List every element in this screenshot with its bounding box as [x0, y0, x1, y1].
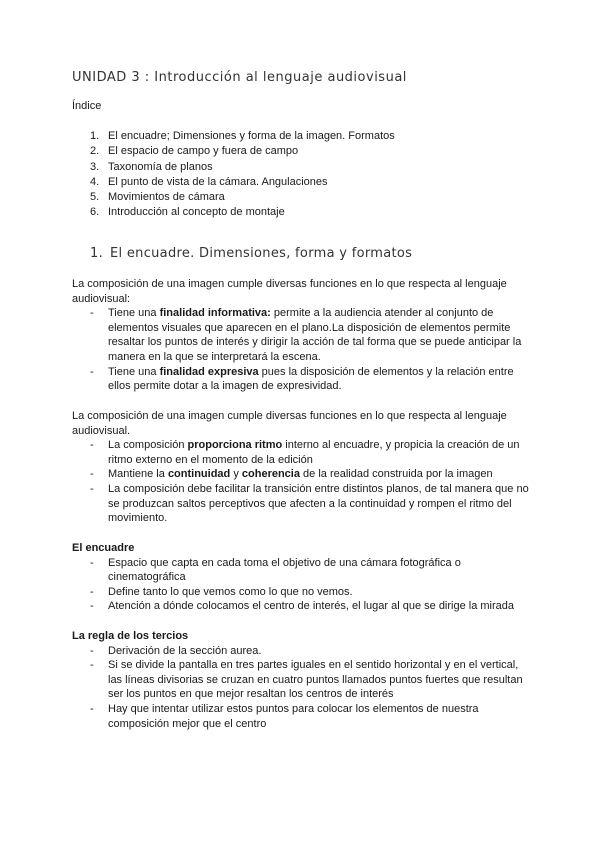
list-item	[72, 585, 532, 600]
dash-bullet: -	[90, 702, 94, 715]
dash-bullet: -	[90, 600, 94, 613]
tercios-block	[72, 629, 532, 731]
item-text: pues la disposición de elementos y la relación entre ellos permite dotar a la imagen de expresividad.	[108, 365, 514, 393]
list-item	[72, 556, 532, 585]
dash-bullet: -	[90, 585, 94, 598]
dash-bullet: -	[90, 556, 94, 569]
subheading-tercios: La regla de los tercios	[72, 630, 189, 642]
table-of-contents	[90, 129, 395, 221]
item-bold: proporciona ritmo	[187, 439, 283, 452]
toc-number: 2.	[90, 145, 100, 158]
bullet-list	[72, 556, 532, 614]
dash-bullet: -	[90, 307, 94, 320]
toc-item	[90, 175, 395, 190]
list-item	[72, 438, 532, 467]
bullet-list	[72, 438, 532, 526]
composition-block-1	[72, 277, 532, 394]
section-heading	[90, 246, 412, 261]
item-text: y	[230, 468, 242, 481]
encuadre-block	[72, 541, 532, 614]
item-bold: coherencia	[241, 468, 300, 481]
list-item	[72, 482, 532, 526]
paragraph: La composición de una imagen cumple diversas funciones en lo que respecta al lenguaje audiovisual.	[72, 410, 507, 437]
toc-text: Movimientos de cámara	[108, 191, 225, 204]
index-label: Índice	[72, 100, 102, 112]
toc-item	[90, 205, 395, 220]
list-item	[72, 365, 532, 394]
item-text: Tiene una	[108, 307, 160, 320]
item-text: Define tanto lo que vemos como lo que no vemos.	[108, 585, 353, 598]
item-text: Hay que intentar utilizar estos puntos para colocar los elementos de nuestra composición mejor que el centro	[108, 702, 479, 730]
item-text: Espacio que capta en cada toma el objetivo de una cámara fotográfica o cinematográfica	[108, 556, 461, 584]
item-text: Si se divide la pantalla en tres partes iguales en el sentido horizontal y en el vertical, las líneas divisorias se cruzan en cuatro puntos llamados puntos fuertes que resultan ser los puntos en que mejor resaltan los centros de interés	[108, 659, 523, 701]
bullet-list	[72, 644, 532, 732]
toc-item	[90, 160, 395, 175]
toc-text: El punto de vista de la cámara. Angulaciones	[108, 175, 328, 188]
dash-bullet: -	[90, 659, 94, 672]
item-bold: continuidad	[167, 468, 231, 481]
item-text: de la realidad construida por la imagen	[299, 468, 493, 481]
item-text: Atención a dónde colocamos el centro de interés, el lugar al que se dirige la mirada	[108, 600, 515, 613]
dash-bullet: -	[90, 365, 94, 378]
toc-text: Taxonomía de planos	[108, 160, 213, 173]
item-text: permite a la audiencia atender al conjunto de elementos visuales que aparecen en el plano.La disposición de elementos permite resaltar los puntos de interés y dirigir la acción de tal forma que se puede anticipar la manera en la que se interpretará la escena.	[108, 307, 522, 363]
bullet-list	[72, 306, 532, 394]
toc-item	[90, 129, 395, 144]
item-text: La composición debe facilitar la transición entre distintos planos, de tal manera que no se produzcan saltos perceptivos que afecten a la continuidad y rompen el ritmo del movimiento.	[108, 482, 529, 525]
list-item	[72, 658, 532, 702]
subheading-encuadre: El encuadre	[72, 542, 135, 554]
toc-text: El encuadre; Dimensiones y forma de la imagen. Formatos	[108, 130, 395, 142]
item-bold: finalidad expresiva	[159, 365, 259, 378]
toc-item	[90, 190, 395, 205]
dash-bullet: -	[90, 439, 94, 452]
toc-number: 5.	[90, 191, 100, 204]
item-text: Mantiene la	[108, 468, 168, 481]
item-bold: finalidad informativa:	[159, 307, 271, 320]
dash-bullet: -	[90, 644, 94, 657]
unit-title: UNIDAD 3 : Introducción al lenguaje audiovisual	[72, 70, 407, 85]
toc-item	[90, 144, 395, 159]
section-number: 1.	[90, 246, 104, 261]
item-text: Tiene una	[108, 365, 160, 378]
toc-text: Introducción al concepto de montaje	[108, 206, 285, 219]
list-item	[72, 702, 532, 731]
toc-number: 3.	[90, 160, 100, 173]
item-text: Derivación de la sección aurea.	[108, 644, 262, 657]
section-title: El encuadre. Dimensiones, forma y formatos	[110, 246, 413, 261]
toc-text: El espacio de campo y fuera de campo	[108, 145, 299, 158]
dash-bullet: -	[90, 482, 94, 495]
list-item	[72, 306, 532, 364]
list-item	[72, 599, 532, 614]
list-item	[72, 644, 532, 659]
toc-number: 6.	[90, 206, 100, 219]
item-text: La composición	[108, 439, 188, 452]
toc-number: 4.	[90, 175, 100, 188]
item-text: interno al encuadre, y propicia la creación de un ritmo externo en el momento de la edición	[108, 439, 520, 466]
dash-bullet: -	[90, 468, 94, 481]
toc-number: 1.	[90, 130, 100, 142]
paragraph: La composición de una imagen cumple diversas funciones en lo que respecta al lenguaje audiovisual:	[72, 278, 507, 305]
composition-block-2	[72, 409, 532, 526]
list-item	[72, 467, 532, 482]
